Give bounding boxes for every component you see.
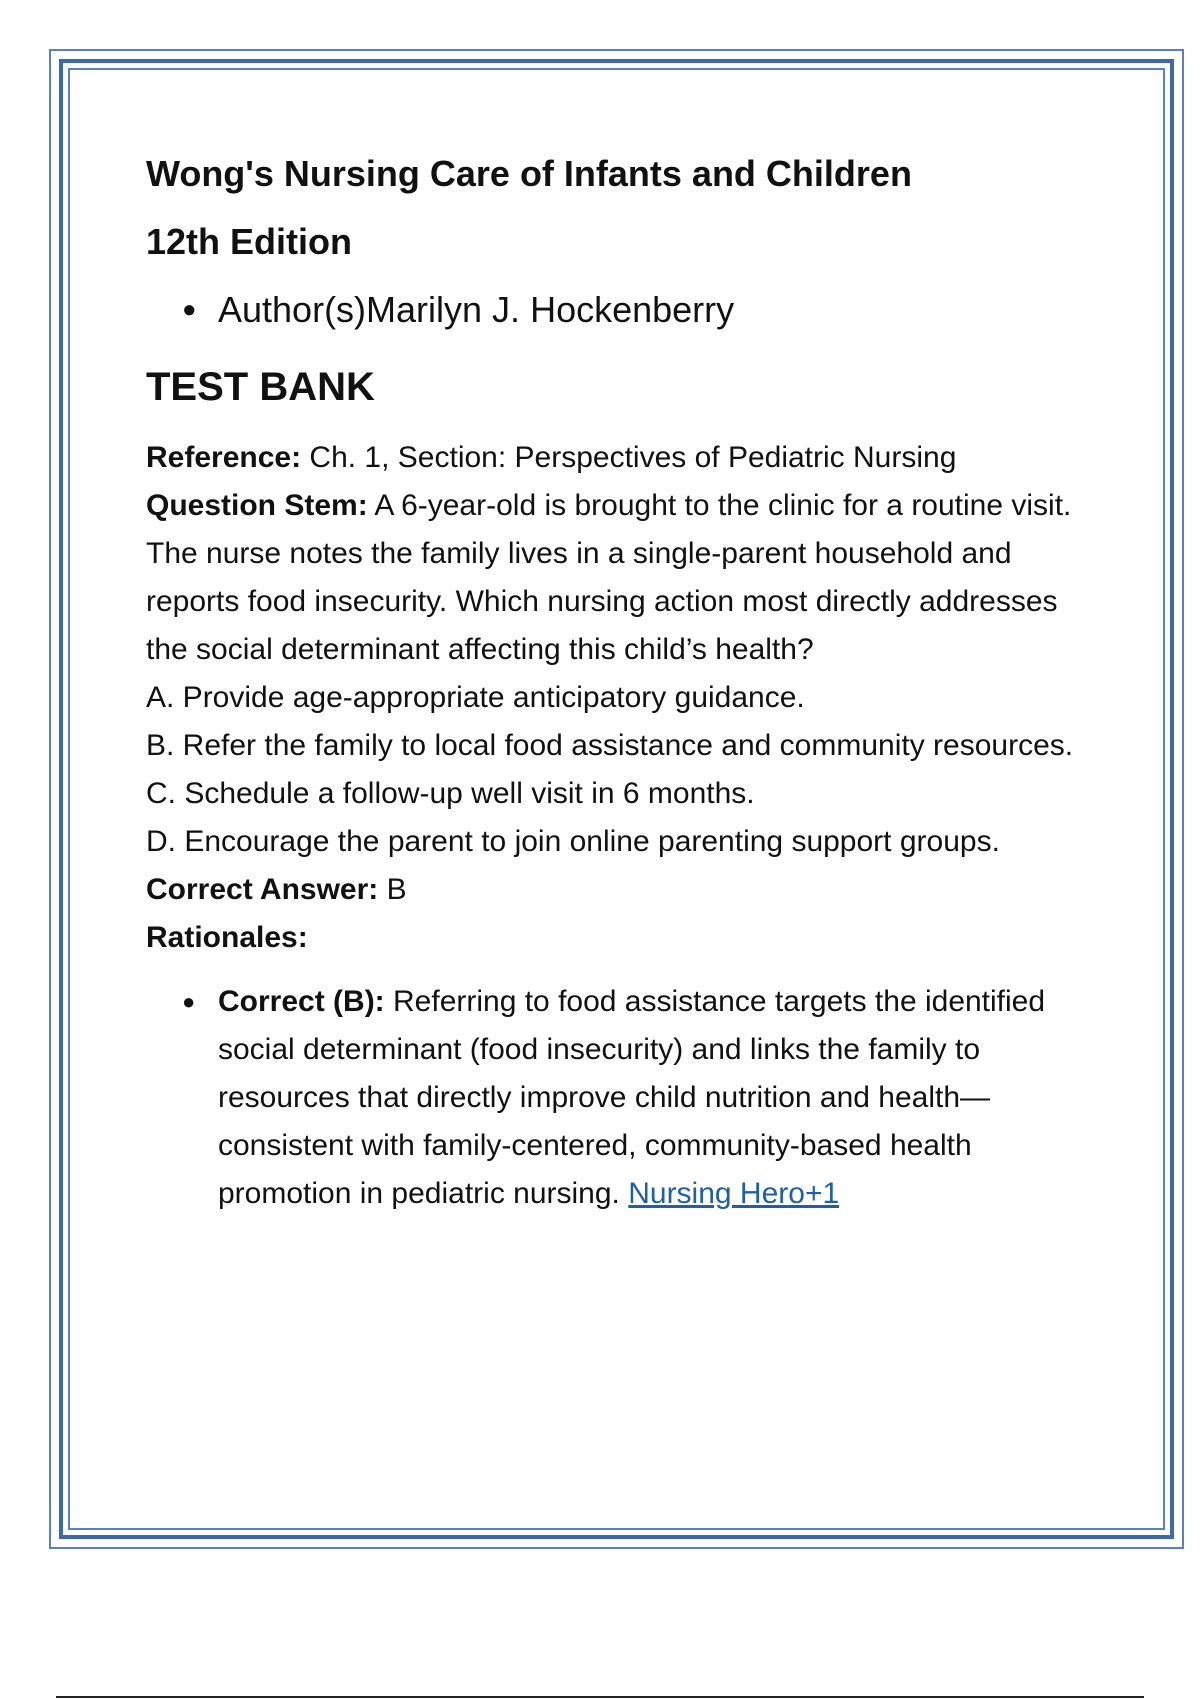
option-b: B. Refer the family to local food assistance and community resources. (146, 729, 1074, 762)
rationales-heading (146, 914, 1096, 962)
source-link[interactable]: Nursing Hero+1 (628, 1177, 840, 1210)
reference-text: Ch. 1, Section: Perspectives of Pediatric Nursing (301, 441, 957, 474)
bullet-icon: ● (182, 296, 197, 323)
rationale-item (146, 978, 1096, 1218)
correct-answer-line (146, 866, 1096, 914)
bullet-icon: ● (182, 989, 196, 1014)
footer-divider (56, 1696, 1144, 1698)
book-edition: 12th Edition (146, 221, 352, 262)
rationale-text: Referring to food assistance targets the identified social determinant (food insecurity) and links the family to resources that directly improve child nutrition and health—consistent with family-centered, community-based health promotion in pediatric nursing. (218, 985, 1046, 1210)
question-stem-label: Question Stem: (146, 489, 368, 522)
reference-line (146, 434, 1096, 482)
rationale-label: Correct (B): (218, 985, 385, 1018)
author-list (146, 284, 1096, 336)
option-d: D. Encourage the parent to join online parenting support groups. (146, 825, 1000, 858)
book-title: Wong's Nursing Care of Infants and Children (146, 153, 912, 194)
option-c: C. Schedule a follow-up well visit in 6 months. (146, 777, 755, 810)
rationale-list (146, 978, 1096, 1218)
rationales-label: Rationales: (146, 921, 308, 954)
author-item (146, 284, 1096, 336)
option-a: A. Provide age-appropriate anticipatory guidance. (146, 681, 805, 714)
question-stem-text: A 6-year-old is brought to the clinic for a routine visit. The nurse notes the family lives in a single-parent household and reports food insecurity. Which nursing action most directly addresses the social determinant affecting this child’s health? (146, 489, 1072, 666)
question-block (146, 434, 1096, 962)
test-bank-heading: TEST BANK (146, 365, 375, 409)
document-content (146, 146, 1096, 1218)
correct-answer-value: B (378, 873, 407, 906)
author-text: Author(s)Marilyn J. Hockenberry (218, 289, 735, 330)
question-stem (146, 482, 1096, 674)
reference-label: Reference: (146, 441, 302, 474)
correct-answer-label: Correct Answer: (146, 873, 379, 906)
